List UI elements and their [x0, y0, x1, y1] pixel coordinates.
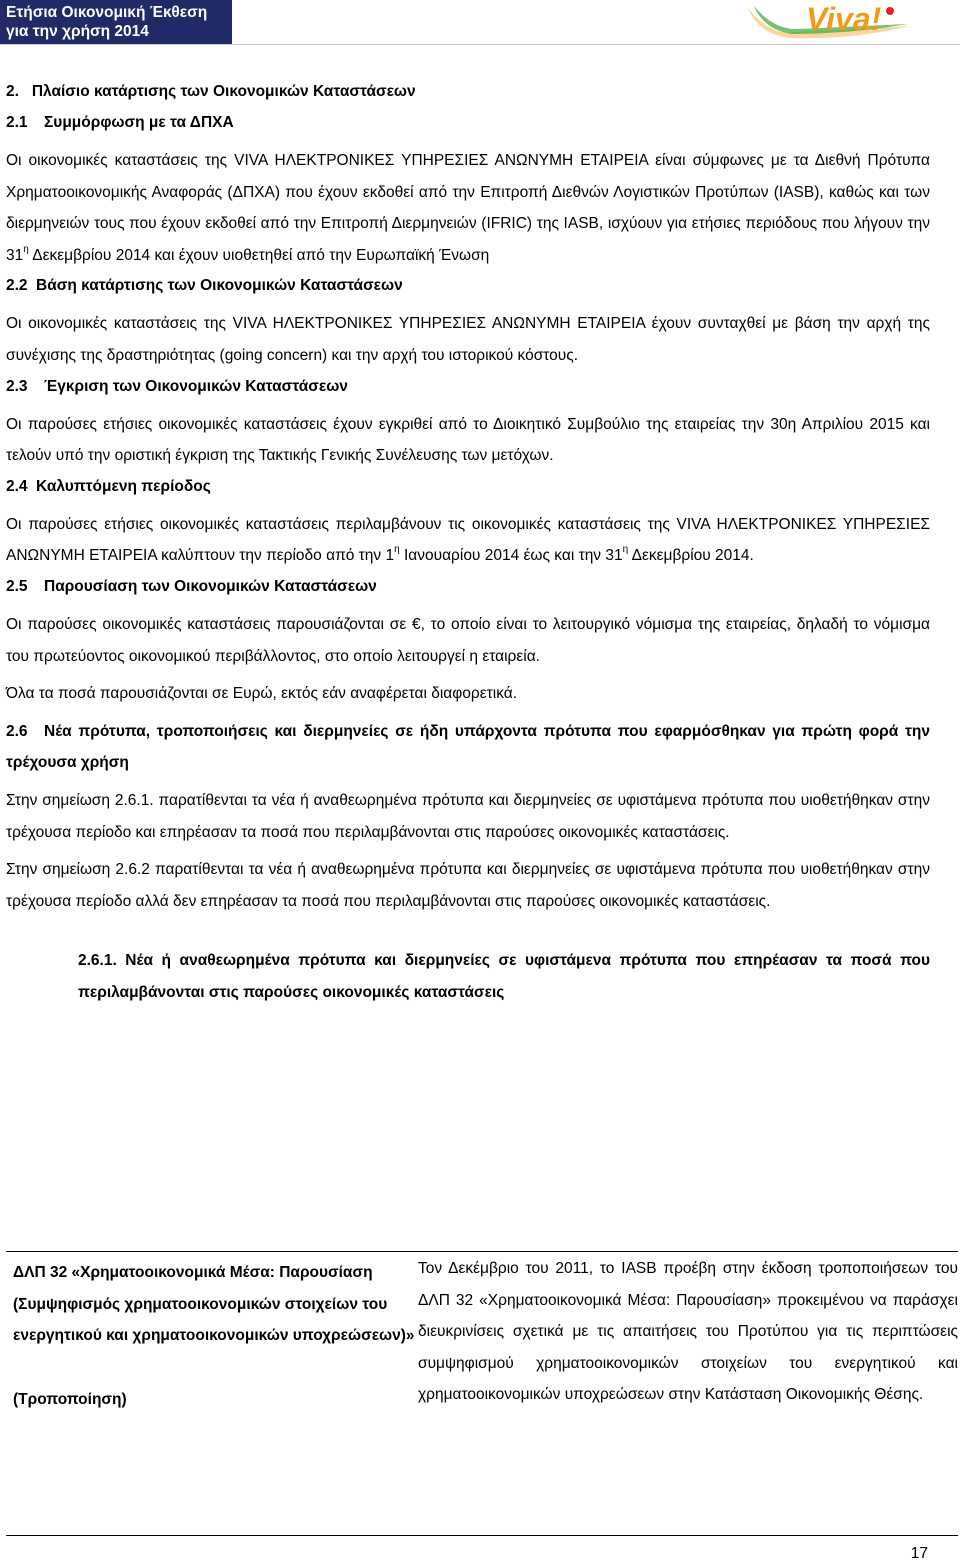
- page-number: 17: [910, 1545, 928, 1562]
- section-title: Έγκριση των Οικονομικών Καταστάσεων: [44, 377, 348, 395]
- section-2-heading: 2. Πλαίσιο κατάρτισης των Οικονομικών Καταστάσεων: [6, 83, 416, 100]
- standard-description-cell: Τον Δεκέμβριο του 2011, το IASB προέβη στην έκδοση τροποποιήσεων του ΔΛΠ 32 «Χρηματοοικονομικά Μέσα: Παρουσίαση» προκειμένου να παράσχει διευκρινίσεις σχετικά με τις απαιτήσεις του Προτύπου για τις περιπτώσεις συμψηφισμού χρηματοοικονομικών στοιχείων του ενεργητικού και χρηματοοικονομικών υποχρεώσεων στην Κατάσταση Οικονομικής Θέσης.: [418, 1260, 958, 1404]
- standard-name-cell: [6, 1251, 418, 1415]
- superscript: η: [394, 544, 400, 556]
- page-header: [0, 0, 960, 50]
- report-title-line1: Ετήσια Οικονομική Έκθεση: [6, 4, 208, 21]
- text-run: Δεκεμβρίου 2014.: [628, 547, 754, 565]
- table-row: [6, 1251, 958, 1415]
- section-number: 2.3: [6, 377, 28, 395]
- section-title: Καλυπτόμενη περίοδος: [36, 477, 211, 495]
- text-run: Δεκεμβρίου 2014 και έχουν υιοθετηθεί από την Ευρωπαϊκή Ένωση: [28, 246, 490, 264]
- text-run: Οι οικονομικές καταστάσεις της VIVA ΗΛΕΚΤΡΟΝΙΚΕΣ ΥΠΗΡΕΣΙΕΣ ΑΝΩΝΥΜΗ ΕΤΑΙΡΕΙΑ είναι σύμφωνες με τα Διεθνή Πρότυπα Χρηματοοικονομικής Αναφοράς (ΔΠΧΑ) που έχουν εκδοθεί από την Επιτροπή Διεθνών Λογιστικών Προτύπων (IASB), καθώς και των διερμηνειών τους που έχουν εκδοθεί από την Επιτροπή Διερμηνειών (IFRIC) της IASB, ισχύουν για ετήσιες περιόδους που λήγουν την 31: [6, 152, 930, 264]
- section-2-3-paragraph: Οι παρούσες ετήσιες οικονομικές καταστάσεις έχουν εγκριθεί από το Διοικητικό Συμβούλιο της εταιρείας την 30η Απριλίου 2015 και τελούν υπό την οριστική έγκριση της Τακτικής Γενικής Συνέλευσης των μετόχων.: [6, 415, 930, 465]
- section-2-5-heading: [6, 578, 930, 596]
- section-number: 2.5: [6, 577, 28, 595]
- section-2-5-paragraph-1: Οι παρούσες οικονομικές καταστάσεις παρουσιάζονται σε €, το οποίο είναι το λειτουργικό νόμισμα της εταιρείας, δηλαδή το νόμισμα του πρωτεύοντος οικονομικού περιβάλλοντος, στο οποίο λειτουργεί η εταιρεία.: [6, 615, 930, 665]
- section-2-6-heading: [6, 716, 930, 779]
- superscript: η: [622, 544, 629, 556]
- section-number: 2.1: [6, 114, 28, 131]
- section-2-1-paragraph: [6, 145, 930, 271]
- standard-note: (Τροποποίηση): [13, 1390, 127, 1408]
- section-title: Βάση κατάρτισης των Οικονομικών Καταστάσεων: [36, 277, 403, 295]
- section-2-4-heading: [6, 478, 930, 496]
- section-2-6-paragraph-2: Στην σημείωση 2.6.2 παρατίθενται τα νέα ή αναθεωρημένα πρότυπα και διερμηνείες σε υφιστάμενα πρότυπα που υιοθετήθηκαν στην τρέχουσα περίοδο αλλά δεν επηρέασαν τα ποσά που περιλαμβάνονται στις παρούσες οικονομικές καταστάσεις.: [6, 861, 930, 910]
- table-bottom-rule: [6, 1535, 958, 1536]
- text-run: Ιανουαρίου 2014 έως και την 31: [399, 547, 623, 565]
- section-title: Νέα πρότυπα, τροποποιήσεις και διερμηνείες σε ήδη υπάρχοντα πρότυπα που εφαρμόσθηκαν για πρώτη φορά την τρέχουσα χρήση: [6, 722, 930, 772]
- section-2-1-heading: [6, 114, 930, 132]
- section-2-4-paragraph: [6, 509, 930, 572]
- section-2-2-paragraph: Οι οικονομικές καταστάσεις της VIVA ΗΛΕΚΤΡΟΝΙΚΕΣ ΥΠΗΡΕΣΙΕΣ ΑΝΩΝΥΜΗ ΕΤΑΙΡΕΙΑ έχουν συνταχθεί με βάση την αρχή της συνέχισης της δραστηριότητας (going concern) και την αρχή του ιστορικού κόστους.: [6, 315, 930, 364]
- section-title: Παρουσίαση των Οικονομικών Καταστάσεων: [44, 577, 377, 595]
- section-2-6-1-heading: 2.6.1. Νέα ή αναθεωρημένα πρότυπα και διερμηνείες σε υφιστάμενα πρότυπα που επηρέασαν τα ποσά που περιλαμβάνονται στις παρούσες οικονομικές καταστάσεις: [78, 952, 930, 1001]
- text-run: Οι παρούσες ετήσιες οικονομικές καταστάσεις περιλαμβάνουν τις οικονομικές καταστάσεις της VIVA ΗΛΕΚΤΡΟΝΙΚΕΣ ΥΠΗΡΕΣΙΕΣ ΑΝΩΝΥΜΗ ΕΤΑΙΡΕΙΑ καλύπτουν την περίοδο από την 1: [6, 515, 930, 565]
- standard-title: ΔΛΠ 32 «Χρηματοοικονομικά Μέσα: Παρουσίαση (Συμψηφισμός χρηματοοικονομικών στοιχείων του ενεργητικού και χρηματοοικονομικών υποχρεώσεων)»: [13, 1264, 415, 1345]
- section-number: 2.4: [6, 477, 28, 495]
- logo-wordmark: Viva!: [806, 2, 882, 37]
- section-number: 2.6: [6, 722, 28, 740]
- report-title-line2: για την χρήση 2014: [6, 23, 149, 40]
- section-2-2-heading: [6, 277, 930, 295]
- superscript: η: [23, 243, 29, 255]
- section-2-3-heading: [6, 378, 930, 396]
- standards-table: [6, 1251, 958, 1415]
- section-2-5-paragraph-2: Όλα τα ποσά παρουσιάζονται σε Ευρώ, εκτός εάν αναφέρεται διαφορετικά.: [6, 685, 518, 703]
- section-number: 2.2: [6, 277, 28, 295]
- viva-logo: [740, 2, 915, 40]
- header-divider: [0, 44, 960, 45]
- document-body: [6, 83, 930, 1008]
- report-title: [6, 3, 207, 41]
- section-title: Συμμόρφωση με τα ΔΠΧΑ: [44, 114, 234, 131]
- header-title-bar: [0, 0, 232, 44]
- section-2-6-paragraph-1: Στην σημείωση 2.6.1. παρατίθενται τα νέα ή αναθεωρημένα πρότυπα και διερμηνείες σε υφιστάμενα πρότυπα που υιοθετήθηκαν στην τρέχουσα περίοδο και επηρέασαν τα ποσά που περιλαμβάνονται στις παρούσες οικονομικές καταστάσεις.: [6, 791, 930, 841]
